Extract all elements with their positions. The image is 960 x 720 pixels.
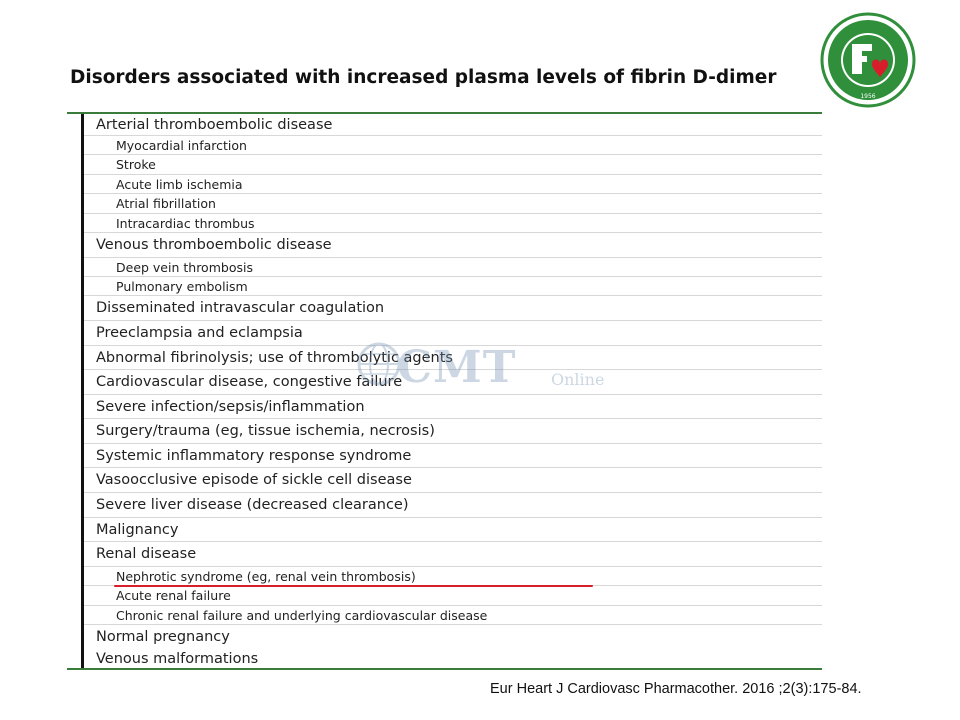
table-row-category <box>84 493 822 518</box>
row-label: Pulmonary embolism <box>116 278 248 294</box>
row-label: Acute renal failure <box>116 588 231 604</box>
table-row-category <box>84 518 822 543</box>
row-label: Surgery/trauma (eg, tissue ischemia, necrosis) <box>96 423 435 440</box>
slide-title: Disorders associated with increased plasma levels of fibrin D-dimer <box>70 67 777 88</box>
row-label: Preeclampsia and eclampsia <box>96 324 303 341</box>
table-row-category <box>84 346 822 371</box>
table-bottom-rule <box>67 668 822 670</box>
table-row-category <box>84 233 822 258</box>
table-row-subitem <box>84 155 822 174</box>
table-row-category <box>84 650 822 670</box>
table-row-category <box>84 395 822 420</box>
table-row-category <box>84 542 822 567</box>
row-label: Disseminated intravascular coagulation <box>96 300 385 317</box>
row-label: Malignancy <box>96 521 179 538</box>
table-row-category <box>84 370 822 395</box>
table-row-subitem <box>84 136 822 155</box>
row-label: Myocardial infarction <box>116 138 247 153</box>
table-row-subitem <box>84 567 822 586</box>
row-label: Intracardiac thrombus <box>116 215 255 231</box>
row-label: Acute limb ischemia <box>116 176 243 192</box>
disorders-table <box>67 112 822 670</box>
row-label: Deep vein thrombosis <box>116 259 253 275</box>
table-row-subitem <box>84 606 822 625</box>
row-label: Arterial thromboembolic disease <box>96 117 333 133</box>
row-label: Normal pregnancy <box>96 629 230 646</box>
row-label: Chronic renal failure and underlying cardiovascular disease <box>116 607 488 623</box>
row-label: Venous malformations <box>96 650 259 667</box>
table-row-category <box>84 625 822 650</box>
row-label: Cardiovascular disease, congestive failure <box>96 374 403 391</box>
table-row-subitem <box>84 258 822 277</box>
row-label: Severe liver disease (decreased clearance) <box>96 497 409 514</box>
row-label: Atrial fibrillation <box>116 196 216 212</box>
table-row-category <box>84 468 822 493</box>
row-label: Systemic inflammatory response syndrome <box>96 447 412 464</box>
table-row-subitem <box>84 175 822 194</box>
table-row-category <box>84 115 822 136</box>
table-row-category <box>84 444 822 469</box>
table-row-subitem <box>84 214 822 233</box>
row-label: Renal disease <box>96 546 197 563</box>
table-rows <box>84 115 822 669</box>
table-row-category <box>84 296 822 321</box>
row-label: Severe infection/sepsis/inflammation <box>96 398 365 415</box>
row-label: Vasoocclusive episode of sickle cell disease <box>96 472 412 489</box>
row-label: Venous thromboembolic disease <box>96 236 332 253</box>
hospital-logo-icon <box>820 12 916 108</box>
watermark-suffix: Online <box>551 370 605 389</box>
citation: Eur Heart J Cardiovasc Pharmacother. 2016 ;2(3):175-84. <box>490 681 862 697</box>
table-row-subitem <box>84 194 822 213</box>
row-label: Abnormal fibrinolysis; use of thrombolytic agents <box>96 349 453 366</box>
watermark-text: CMT <box>397 342 517 393</box>
table-row-subitem <box>84 277 822 296</box>
table-row-category <box>84 321 822 346</box>
row-label: Stroke <box>116 157 156 173</box>
row-label: Nephrotic syndrome (eg, renal vein thrombosis) <box>116 568 416 584</box>
logo-year: 1956 <box>860 93 876 100</box>
table-row-category <box>84 419 822 444</box>
table-row-subitem <box>84 586 822 605</box>
table-top-rule <box>67 112 822 114</box>
